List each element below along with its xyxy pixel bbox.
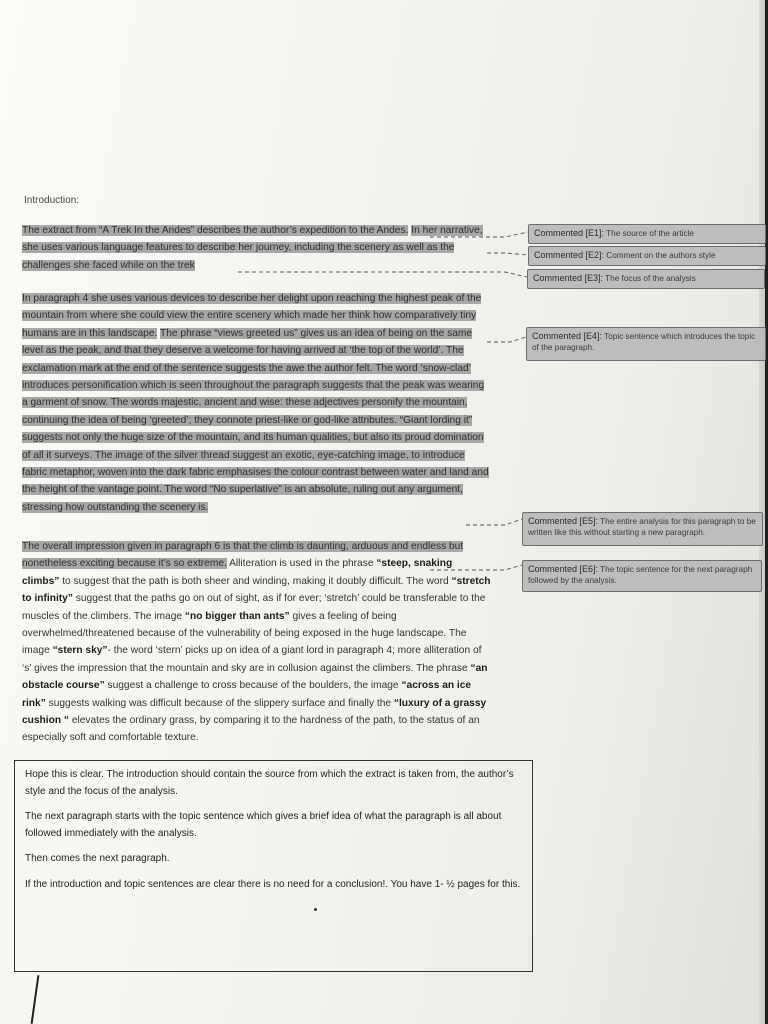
comment-text: The entire analysis for this paragraph to be written like this without starting a new paragraph. (528, 517, 756, 537)
highlighted-source-sentence[interactable]: The extract from “A Trek In the Andes” describes the author’s expedition to the Andes. (22, 225, 409, 236)
quoted-phrase: “steep, snaking climbs” (22, 558, 453, 587)
section-heading: Introduction: (24, 195, 80, 206)
leader-line-e4 (487, 337, 526, 342)
quoted-phrase: “across an ice rink” (22, 680, 472, 709)
note-line: If the introduction and topic sentences are clear there is no need for a conclusion!. You have 1- ½ pages for this. (25, 878, 521, 890)
note-line: Hope this is clear. The introduction should contain the source from which the extract is taken from, the author’s style and the focus of the analysis. (25, 769, 514, 797)
body-text: to suggest that the path is both sheer and winding, making it doubly difficult. The word (59, 575, 452, 587)
comment-e5[interactable] (522, 512, 763, 546)
comment-tag: Commented [E5]: (528, 516, 599, 526)
body-text: Alliteration is used in the phrase (226, 558, 377, 570)
note-line: Then comes the next paragraph. (25, 853, 170, 864)
comment-e2[interactable] (528, 246, 766, 266)
body-text: gives a feeling of being overwhelmed/threatened because of the vulnerability of being exposed in the huge landscape. The image (22, 610, 467, 657)
body-text: suggest a challenge to cross because of the boulders, the image (104, 680, 402, 692)
body-text: - the word ‘stern’ picks up on idea of a giant lord in paragraph 4; more alliteration of ‘s’ gives the impression that the mountain and sky are in collusion against the climbers. The phrase (22, 645, 482, 674)
comment-text: The focus of the analysis (603, 274, 696, 283)
quoted-phrase: “an obstacle course” (22, 662, 488, 692)
leader-line-e6 (430, 565, 522, 570)
note-line: The next paragraph starts with the topic sentence which gives a brief idea of what the paragraph is all about followed immediately with the analysis. (25, 811, 502, 839)
leader-line-e5 (466, 519, 522, 525)
highlighted-analysis-text[interactable]: The phrase “views greeted us” gives us an idea of being on the same level as the peak, and that they deserve a welcome for having arrived at ‘the top of the world’. The exclamation mark at the end of the sentence suggests the awe the author felt. The word ‘snow-clad’ introduces personification which is seen throughout the paragraph suggests that the peak was wearing a garment of snow. The words majestic, ancient and wise: these adjectives personify the mountain, continuing the idea of being ‘greeted’; they connote priest-like or god-like attributes. “Giant lording it” suggests not only the huge size of the mountain, and its human qualities, but also its proud domination of all it surveys. The image of the silver thread suggest an exotic, eye-catching image, to introduce fabric metaphor, woven into the dark fabric emphasises the colour contrast between water and land and the height of the vantage point. The word “No superlative” is an absolute, ruling out any argument, stressing how outstanding the scenery is. (22, 327, 489, 513)
comment-e1[interactable] (528, 224, 766, 244)
comment-e3[interactable] (527, 269, 765, 289)
highlighted-next-topic-sentence[interactable]: The overall impression given in paragraph 6 is that the climb is daunting, arduous and endless but nonetheless exciting because it’s so extreme. (22, 541, 464, 570)
body-text: suggests walking was difficult because of the slippery surface and finally the (45, 697, 394, 709)
highlighted-style-sentence[interactable]: In her narrative, she uses various language features to describe her journey, including the scenery as well as the challenges she faced while on the trek (22, 225, 483, 271)
quoted-phrase: “stern sky” (52, 645, 108, 657)
comment-tag: Commented [E1]: (534, 228, 605, 238)
body-text: suggest that the paths go on out of sight, as if for ever; ‘stretch’ could be transferable to the muscles of the climbers. The image (22, 593, 486, 622)
teacher-note-box (14, 760, 533, 972)
quoted-phrase: “no bigger than ants” (184, 610, 290, 622)
leader-line-e1 (430, 232, 528, 237)
leader-line-e3 (238, 272, 527, 277)
comment-text: The topic sentence for the next paragraph followed by the analysis. (528, 565, 753, 585)
comment-e4[interactable] (526, 327, 766, 361)
pen-dot (314, 908, 317, 911)
highlighted-topic-sentence[interactable]: In paragraph 4 she uses various devices to describe her delight upon reaching the highest peak of the mountain from where she could view the entire scenery which made her think how comparatively tiny humans are in this landscape. (22, 293, 482, 339)
quoted-phrase: “luxury of a grassy cushion “ (22, 697, 487, 727)
comment-e6[interactable] (522, 560, 762, 592)
comment-text: The source of the article (604, 229, 694, 238)
quoted-phrase: “stretch to infinity” (22, 575, 491, 605)
comment-tag: Commented [E6]: (528, 564, 599, 574)
leader-line-e2 (487, 253, 528, 255)
comment-text: Comment on the authors style (604, 251, 716, 260)
comment-tag: Commented [E4]: (532, 331, 603, 341)
comment-text: Topic sentence which introduces the topic of the paragraph. (532, 332, 756, 352)
comment-tag: Commented [E3]: (533, 273, 604, 283)
comment-tag: Commented [E2]: (534, 250, 605, 260)
body-text: elevates the ordinary grass, by comparing it to the hardness of the path, to the status of an especially soft and comfortable texture. (22, 715, 480, 744)
